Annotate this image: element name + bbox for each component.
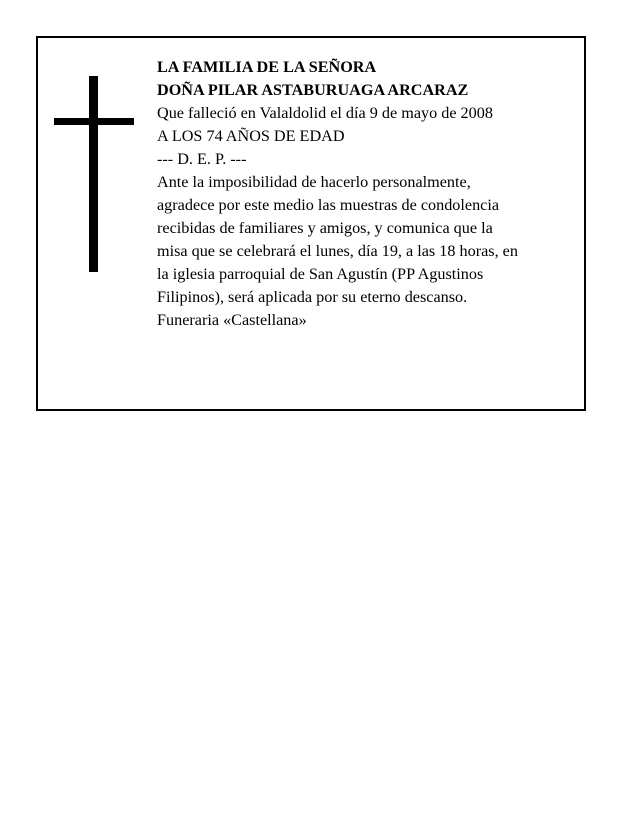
notice-text <box>157 56 582 332</box>
cross-horizontal-bar <box>54 118 134 125</box>
cross-vertical-bar <box>89 76 98 272</box>
obituary-notice <box>36 36 586 411</box>
age-line: A LOS 74 AÑOS DE EDAD <box>157 127 345 145</box>
heading-deceased-name: DOÑA PILAR ASTABURUAGA ARCARAZ <box>157 81 469 99</box>
rip-line: --- D. E. P. --- <box>157 150 247 168</box>
body-line-5: la iglesia parroquial de San Agustín (PP Agustinos <box>157 265 484 283</box>
body-line-4: misa que se celebrará el lunes, día 19, a las 18 horas, en <box>157 242 518 260</box>
body-line-6: Filipinos), será aplicada por su eterno descanso. <box>157 288 468 306</box>
body-line-2: agradece por este medio las muestras de condolencia <box>157 196 500 214</box>
heading-family: LA FAMILIA DE LA SEÑORA <box>157 58 377 76</box>
cross-icon <box>54 76 134 272</box>
body-line-1: Ante la imposibilidad de hacerlo personalmente, <box>157 173 471 191</box>
funeral-home: Funeraria «Castellana» <box>157 311 307 329</box>
body-line-3: recibidas de familiares y amigos, y comunica que la <box>157 219 493 237</box>
death-date-line: Que falleció en Valaldolid el día 9 de mayo de 2008 <box>157 104 493 122</box>
